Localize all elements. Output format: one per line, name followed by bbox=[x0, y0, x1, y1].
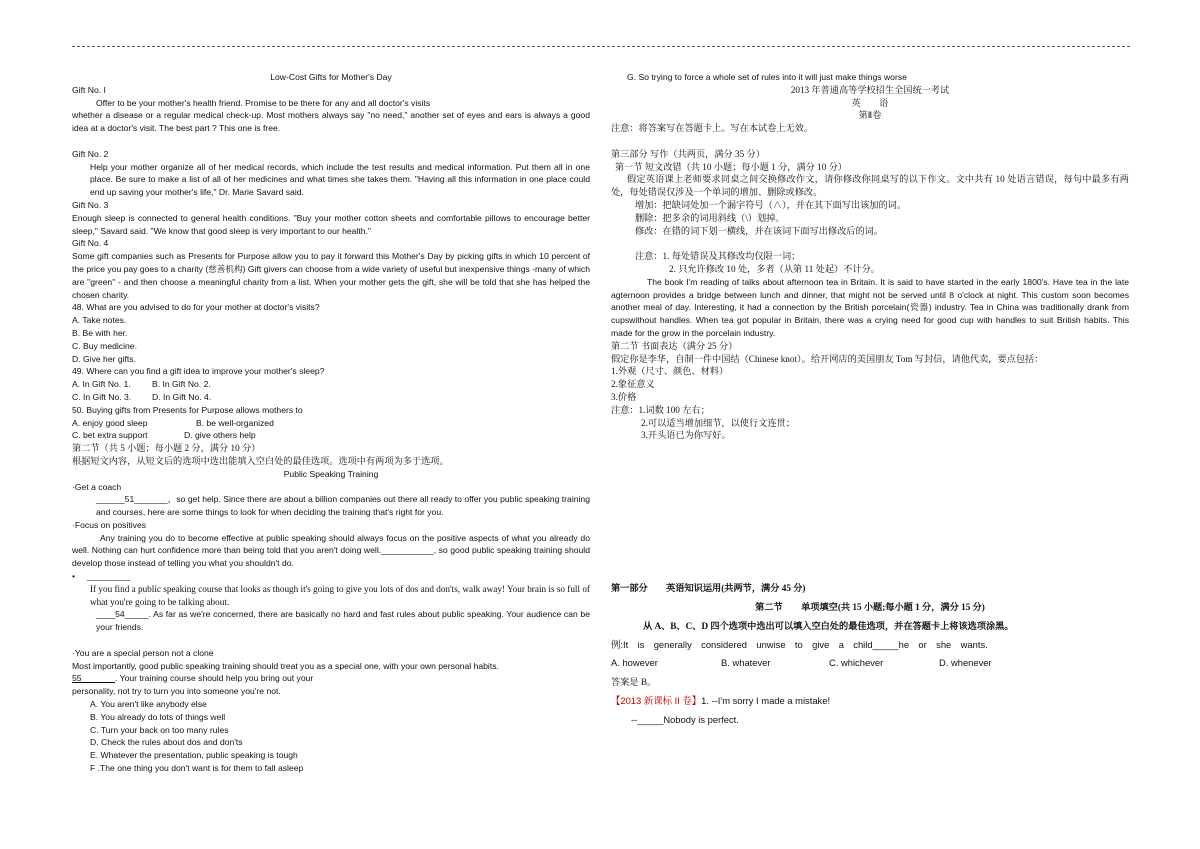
point-1: 1.外观（尺寸、颜色、材料） bbox=[611, 366, 729, 377]
paragraph-54 bbox=[72, 608, 590, 634]
example-option-b: B. whatever bbox=[721, 657, 771, 669]
blank-53: _________ bbox=[86, 571, 130, 582]
q50-option-d: D. give others help bbox=[184, 430, 256, 441]
q50-options-row1 bbox=[72, 417, 590, 430]
writing-note-1: 注意：1.词数 100 左右； bbox=[611, 404, 710, 415]
gift1-heading: Gift No. I bbox=[72, 84, 106, 95]
bullet-row bbox=[72, 570, 590, 583]
writing-note-2: 2.可以适当增加细节，以使行文连贯； bbox=[641, 417, 795, 428]
paragraph-55-line2: personality, not try to turn you into someone you're not. bbox=[72, 686, 281, 697]
section1-heading: 第一节 短文改错（共 10 小题；每小题 1 分，满分 10 分） bbox=[615, 161, 847, 172]
point-2: 2.象征意义 bbox=[611, 379, 655, 390]
right-column bbox=[611, 71, 1129, 726]
example-answer: 答案是 B。 bbox=[611, 677, 657, 688]
q49-options-row1 bbox=[72, 378, 590, 391]
option-c: C. Turn your back on too many rules bbox=[90, 724, 229, 735]
q48-option-a: A. Take notes. bbox=[72, 315, 127, 326]
blank-55: 55_______ bbox=[72, 673, 116, 684]
option-b: B. You already do lots of things well bbox=[90, 711, 226, 722]
q50-option-a: A. enjoy good sleep bbox=[72, 417, 148, 428]
point-3: 3.价格 bbox=[611, 391, 637, 402]
q49-option-d: D. In Gift No. 4. bbox=[152, 391, 212, 402]
exam-title: 2013 年普通高等学校招生全国统一考试 bbox=[790, 84, 950, 95]
option-e: E. Whatever the presentation, public speaking is tough bbox=[90, 750, 298, 761]
passage-title: Low-Cost Gifts for Mother's Day bbox=[270, 72, 392, 82]
question-1-text: 1. --I'm sorry I made a mistake! bbox=[701, 694, 831, 706]
q49-option-c: C. In Gift No. 3. bbox=[72, 391, 132, 402]
question-49: 49. Where can you find a gift idea to improve your mother's sleep? bbox=[72, 366, 325, 377]
paragraph-54-text: . As far as we're concerned, there are basically no hard and fast rules about public speaking. Your audience can be your friends. bbox=[96, 609, 590, 633]
paragraph-51 bbox=[72, 493, 590, 519]
gift1-line2: whether a disease or a regular medical check-up. Most mothers always say "no need," another set of eyes and ears is always a good idea at a doctor's visit. The best part ? This one is free. bbox=[72, 110, 590, 134]
section1-instructions: 假定英语课上老师要求同桌之间交换修改作文，请你修改你同桌写的以下作文。文中共有 10 处语言错误，每句中最多有两处，每处错误仅涉及一个单词的增加、删除或修改。 bbox=[611, 174, 1129, 198]
gift4-heading: Gift No. 4 bbox=[72, 238, 109, 249]
q48-option-d: D. Give her gifts. bbox=[72, 353, 136, 364]
rule-delete: 删除：把多余的词用斜线（\）划掉。 bbox=[635, 212, 785, 223]
part3-heading: 第三部分 写作（共两页，满分 35 分） bbox=[611, 148, 765, 159]
part1-section2-heading: 第二节 单项填空(共 15 小题;每小题 1 分，满分 15 分) bbox=[755, 601, 985, 612]
exam-notice: 注意：将答案写在答题卡上。写在本试卷上无效。 bbox=[611, 123, 814, 134]
blank-54: ____54_____ bbox=[96, 609, 149, 620]
note-2: 2. 只允许修改 10 处，多者（从第 11 处起）不计分。 bbox=[669, 263, 880, 274]
essay-passage: The book I'm reading of talks about afternoon tea in Britain. It is said to have started in the early 1800's. Have tea in the late agternoon provides a bridge between lunch and dinner, that might not be served until 8 o'clock at night. This custom soon becomes another meal of day. Interesting, it had a connection by the British porcelain(瓷器) industry. Tea in China was traditionally drank from cupswithout handles. When tea got popular in Britain, there was a crying need for good cup with handles to suit British habits. This made for the grow in the porcelain industry. bbox=[611, 276, 1129, 338]
paragraph-55-text: . Your training course should help you bring out your bbox=[115, 673, 314, 684]
gift3-heading: Gift No. 3 bbox=[72, 199, 109, 210]
option-f: F .The one thing you don't want is for them to fall asleep bbox=[90, 763, 304, 774]
section2-writing-heading: 第二节 书面表达（满分 25 分） bbox=[611, 340, 738, 351]
q50-option-b: B. be well-organized bbox=[196, 417, 274, 428]
gift3-body: Enough sleep is connected to general health conditions. "Buy your mother cotton sheets and comfortable pillows to encourage better sleep," Savard said. "We know that good sleep is very important to our health." bbox=[72, 212, 590, 236]
exam-subject: 英 语 bbox=[851, 97, 889, 108]
option-g: G. So trying to force a whole set of rules into it will just make things worse bbox=[627, 72, 907, 82]
gift1-line1: Offer to be your mother's health friend. Promise to be there for any and all doctor's visits bbox=[96, 97, 431, 108]
paragraph-55 bbox=[72, 672, 590, 685]
option-d: D. Check the rules about dos and don'ts bbox=[90, 737, 243, 748]
rule-modify: 修改：在错的词下划一横线，并在该词下面写出修改后的词。 bbox=[635, 225, 884, 236]
part1-instructions: 从 A、B、C、D 四个选项中选出可以填入空白处的最佳选项，并在答题卡上将该选项涂黑。 bbox=[643, 620, 1014, 631]
example-options bbox=[611, 657, 1129, 670]
question-48: 48. What are you advised to do for your mother at doctor's visits? bbox=[72, 302, 320, 313]
paragraph-53: If you find a public speaking course that looks as though it's going to give you lots of dos and don'ts, walk away! Your brain is so full of what you're going to be talking about. bbox=[90, 583, 590, 607]
q48-option-b: B. Be with her. bbox=[72, 327, 128, 338]
question-1 bbox=[611, 695, 1129, 708]
coach-heading: ·Get a coach bbox=[72, 481, 122, 492]
gift2-body: Help your mother organize all of her medical records, which include the test results and medical information. Put them all in one place. Be sure to make a list of all of her medicines and what times she takes them. "Having all this information in one place could end up saving your mother's life," Dr. Marie Savard said. bbox=[90, 161, 590, 198]
q49-options-row2 bbox=[72, 391, 590, 404]
positives-heading: ·Focus on positives bbox=[72, 519, 147, 530]
section2-heading: 第二节（共 5 小题；每小题 2 分，满分 10 分） bbox=[72, 443, 261, 454]
left-column bbox=[72, 71, 590, 775]
positives-body: Any training you do to become effective at public speaking should always focus on the positive aspects of what you already do well. Nothing can hurt confidence more than being told that you aren't doing well.___________, so good public speaking training should develop those instead of telling you what you shouldn't do. bbox=[72, 532, 590, 569]
q50-options-row2 bbox=[72, 429, 590, 442]
passage2-title: Public Speaking Training bbox=[283, 468, 379, 479]
top-divider bbox=[72, 46, 1130, 47]
rule-add: 增加：把缺词处加一个漏字符号（∧），并在其下面写出该加的词。 bbox=[635, 199, 907, 210]
writing-task: 假定你是李华，自制一件中国结（Chinese knot）。给开网店的美国朋友 Tom 写封信，请他代卖，要点包括： bbox=[611, 353, 1044, 364]
section2-instructions: 根据短文内容，从短文后的选项中选出能填入空白处的最佳选项。选项中有两项为多于选项。 bbox=[72, 455, 449, 466]
example-option-d: D. whenever bbox=[939, 657, 992, 669]
question-1-source-tag: 【2013 新课标 II 卷】 bbox=[611, 694, 702, 706]
clone-heading: ·You are a special person not a clone bbox=[72, 647, 214, 658]
paragraph-51-text: ，so get help. Since there are about a billion companies out there all ready to offer you public speaking training and courses, here are some things to look for when deciding the training that's right for you. bbox=[96, 494, 590, 518]
q49-option-b: B. In Gift No. 2. bbox=[152, 379, 211, 390]
writing-note-3: 3.开头语已为你写好。 bbox=[641, 430, 731, 441]
note-1: 注意：1. 每处错误及其修改均仅限一词； bbox=[635, 251, 801, 262]
example-option-c: C. whichever bbox=[829, 657, 884, 669]
option-a: A. You aren't like anybody else bbox=[90, 699, 207, 710]
question-1-reply: --_____Nobody is perfect. bbox=[631, 713, 739, 725]
clone-body: Most importantly, good public speaking training should treat you as a special one, with your own personal habits. bbox=[72, 660, 499, 671]
exam-volume: 第Ⅱ卷 bbox=[858, 110, 882, 121]
blank-51: ______51_______ bbox=[96, 494, 168, 505]
bullet-dot: • bbox=[72, 571, 76, 582]
question-50: 50. Buying gifts from Presents for Purpose allows mothers to bbox=[72, 404, 303, 415]
q49-option-a: A. In Gift No. 1. bbox=[72, 379, 131, 390]
q48-option-c: C. Buy medicine. bbox=[72, 340, 137, 351]
example-option-a: A. however bbox=[611, 657, 658, 669]
example-question: 例:It is generally considered unwise to give a child_____he or she wants. bbox=[611, 638, 988, 650]
gift2-heading: Gift No. 2 bbox=[72, 148, 109, 159]
gift4-body: Some gift companies such as Presents for Purpose allow you to pay it forward this Mother's Day by picking gifts in which 10 percent of the price you pay goes to a charity (慈善机构) Gift givers can choose from a wide variety of useful but inexpensive things -many of which are "green" - and then choose a meaningful charity from a list. When your mother gets the gift, she will be told that she has helped the chosen charity. bbox=[72, 251, 590, 300]
q50-option-c: C. bet extra support bbox=[72, 430, 148, 441]
part1-heading: 第一部分 英语知识运用(共两节，满分 45 分) bbox=[611, 583, 806, 594]
